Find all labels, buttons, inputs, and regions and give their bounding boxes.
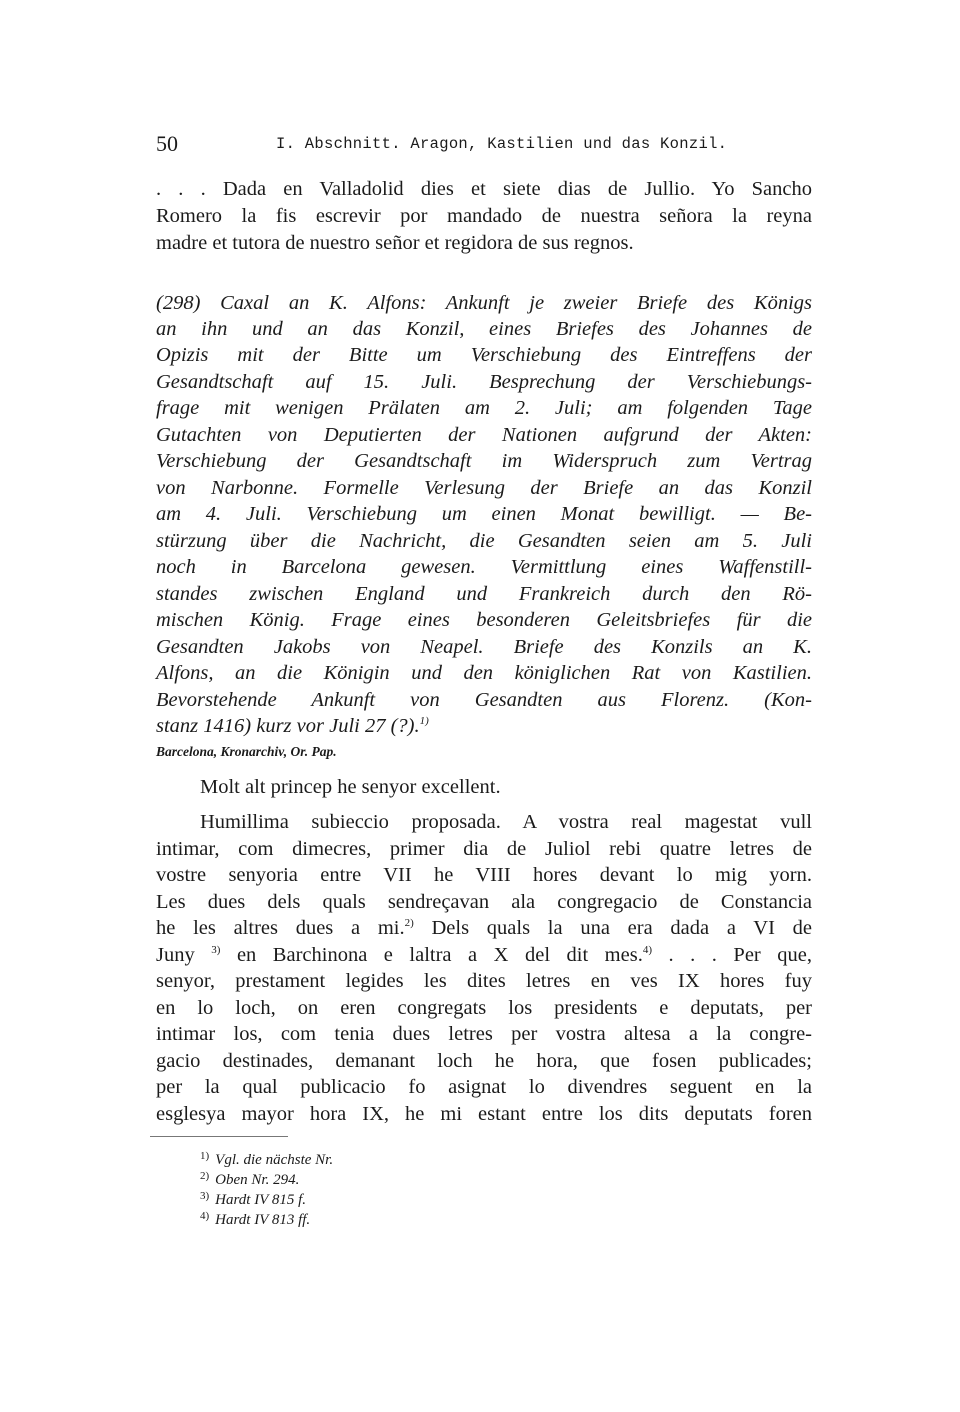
- letter-line: [156, 917, 812, 940]
- letter-line: Les dues dels quals sendreçavan ala congregacio de Constancia: [156, 891, 812, 913]
- regest-line: Gutachten von Deputierten der Nationen aufgrund der Akten:: [156, 424, 812, 446]
- source-line: Barcelona, Kronarchiv, Or. Pap.: [156, 744, 337, 759]
- letter-line: per la qual publicacio fo asignat lo divendres seguent en la: [156, 1076, 812, 1098]
- page-header: [156, 131, 812, 161]
- letter-line: en lo loch, on eren congregats los presidents e deputats, per: [156, 997, 812, 1019]
- regest-line: am 4. Juli. Verschiebung um einen Monat bewilligt. — Be-: [156, 503, 812, 525]
- footnote-text: Vgl. die nächste Nr.: [215, 1152, 334, 1168]
- regest-line: Gesandtschaft auf 15. Juli. Besprechung der Verschiebungs-: [156, 371, 812, 393]
- regest-line: frage mit wenigen Prälaten am 2. Juli; am folgenden Tage: [156, 397, 812, 419]
- regest-line-last: [156, 715, 812, 738]
- letter-line: Humillima subieccio proposada. A vostra real magestat vull: [200, 811, 812, 833]
- footnote-number: 4): [200, 1210, 210, 1222]
- footnote-mark: 1): [419, 715, 429, 727]
- letter-line: vostre senyoria entre VII he VIII hores devant lo mig yorn.: [156, 864, 812, 886]
- regest-line: Alfons, an die Königin und den königlichen Rat von Kastilien.: [156, 662, 812, 684]
- regest-line: Opizis mit der Bitte um Verschiebung des Eintreffens der: [156, 344, 812, 366]
- letter-line: intimar, com dimecres, primer dia de Juliol rebi quatre letres de: [156, 838, 812, 860]
- letter-line: esglesya mayor hora IX, he mi estant entre los dits deputats foren: [156, 1103, 812, 1125]
- letter-text: Juny: [156, 944, 195, 966]
- regest-line: von Narbonne. Formelle Verlesung der Briefe an das Konzil: [156, 477, 812, 499]
- letter-line: gacio destinades, demanant loch he hora, que fosen publicades;: [156, 1050, 812, 1072]
- letter-line: intimar los, com tenia dues letres per vostra altesa a la congre-: [156, 1023, 812, 1045]
- text-line: Romero la fis escrevir por mandado de nuestra señora la reyna: [156, 205, 812, 227]
- letter-text: Dels quals la una era dada a VI de: [431, 917, 812, 939]
- footnote-text: Oben Nr. 294.: [215, 1172, 300, 1188]
- footnote: [200, 1210, 310, 1229]
- footnote-mark: 3): [211, 944, 221, 956]
- text-line: . . . Dada en Valladolid dies et siete dias de Jullio. Yo Sancho: [156, 178, 812, 200]
- regest-text: stanz 1416) kurz vor Juli 27 (?).: [156, 715, 420, 737]
- regest-line: Bevorstehende Ankunft von Gesandten aus Florenz. (Kon-: [156, 689, 812, 711]
- regest-line: mischen König. Frage eines besonderen Geleitsbriefes für die: [156, 609, 812, 631]
- salutation: Molt alt princep he senyor excellent.: [200, 776, 501, 798]
- footnote-text: Hardt IV 815 f.: [215, 1192, 307, 1208]
- footnote: [200, 1190, 306, 1209]
- page-number: 50: [156, 131, 178, 156]
- regest-line: an ihn und an das Konzil, eines Briefes des Johannes de: [156, 318, 812, 340]
- footnote-mark: 4): [642, 944, 652, 956]
- regest-line: Gesandten Jakobs von Neapel. Briefe des Konzils an K.: [156, 636, 812, 658]
- letter-text: . . . Per que,: [668, 944, 812, 966]
- running-title: I. Abschnitt. Aragon, Kastilien und das Konzil.: [276, 135, 728, 153]
- footnote: [200, 1170, 299, 1189]
- regest-line: (298) Caxal an K. Alfons: Ankunft je zweier Briefe des Königs: [156, 292, 812, 314]
- regest-line: noch in Barcelona gewesen. Vermittlung eines Waffenstill-: [156, 556, 812, 578]
- footnote-number: 1): [200, 1150, 210, 1162]
- letter-text: en Barchinona e laltra a X del dit mes.: [236, 944, 643, 966]
- letter-line: senyor, prestament legides les dites letres en ves IX hores fuy: [156, 970, 812, 992]
- footnote-rule: [150, 1136, 288, 1137]
- footnote: [200, 1150, 333, 1169]
- letter-line: [156, 944, 812, 967]
- footnote-number: 2): [200, 1170, 210, 1182]
- footnote-mark: 2): [404, 917, 414, 929]
- footnote-number: 3): [200, 1190, 210, 1202]
- regest-line: Verschiebung der Gesandtschaft im Widerspruch zum Vertrag: [156, 450, 812, 472]
- letter-text: he les altres dues a mi.: [156, 917, 405, 939]
- footnote-text: Hardt IV 813 ff.: [215, 1212, 311, 1228]
- regest-line: stürzung über die Nachricht, die Gesandten seien am 5. Juli: [156, 530, 812, 552]
- regest-line: standes zwischen England und Frankreich durch den Rö-: [156, 583, 812, 605]
- text-line: madre et tutora de nuestro señor et regidora de sus regnos.: [156, 232, 634, 254]
